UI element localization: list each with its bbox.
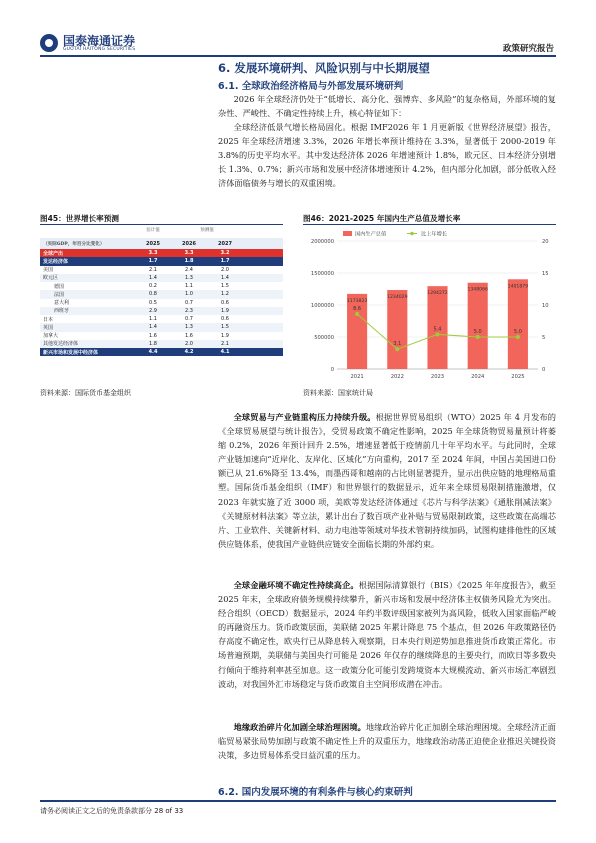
y-tick-label: 0 — [330, 367, 334, 373]
row-value: 1.0 — [185, 291, 193, 298]
fig45-year: 2025 — [146, 240, 160, 247]
fig45-growth-table — [40, 227, 283, 356]
row-label: 美国 — [43, 267, 54, 274]
x-tick-label: 2024 — [471, 374, 485, 380]
row-label: 其他发达经济体 — [43, 341, 79, 348]
growth-value-label: 5.0 — [513, 329, 522, 335]
y2-tick-label: 0 — [542, 367, 546, 373]
table-row — [40, 307, 283, 315]
fig45-rule — [40, 224, 283, 225]
row-value: 1.1 — [185, 283, 193, 290]
growth-point — [355, 312, 359, 316]
row-value: 1.9 — [221, 332, 229, 339]
subsection-title-6-1: 6.1. 全球政治经济格局与外部发展环境研判 — [218, 81, 404, 92]
fig45-year: 2027 — [218, 240, 232, 247]
fig45-source: 资料来源：国际货币基金组织 — [40, 389, 131, 397]
row-value: 1.5 — [221, 283, 229, 290]
row-value: 1.6 — [149, 332, 157, 339]
row-value: 4.2 — [184, 349, 194, 356]
row-label: 西班牙 — [54, 308, 70, 315]
paragraph-finance-lead: 全球金融环境不确定性持续高企。 — [233, 580, 359, 590]
paragraph-geopolitics — [218, 720, 556, 762]
paragraph-growth: 全球经济低景气增长格局固化。根据 IMF2026 年 1 月更新版《世界经济展望》报告，2025 年全球经济增速 3.3%，2026 年增长率预计维持在 3.3%，显著低于 2000-2019 年 3.8%的历史平均水平。其中发达经济体 2026 年增速预计 1.8%，欧元区、日本经济分别增长 1.3%、0.7%；新兴市场和发展中经济体增速预计 4.2%，但内部分化加剧，部分低收入经济体面临债务与增长的双重困境。 — [218, 122, 556, 189]
y2-tick-label: 5 — [542, 335, 546, 341]
fig45-header-label: （实际GDP，年百分比变化） — [43, 241, 105, 247]
x-tick-label: 2023 — [430, 374, 445, 380]
row-value: 1.4 — [149, 274, 157, 281]
bar-value-label: 1173823 — [346, 298, 368, 304]
row-label: 法国 — [54, 291, 65, 298]
row-value: 1.8 — [149, 340, 157, 347]
paragraph-geopolitics-lead: 地缘政治碎片化加剧全球治理困境。 — [233, 722, 366, 732]
bar — [468, 283, 488, 369]
growth-value-label: 3.1 — [393, 341, 402, 348]
fig45-year: 2026 — [182, 240, 196, 247]
fig46-title: 图46：2021-2025 年国内生产总值及增长率 — [303, 214, 461, 223]
y-tick-label: 1500000 — [310, 271, 334, 277]
paragraph-trade-lead: 全球贸易与产业链重构压力持续升级。 — [233, 412, 376, 422]
table-row — [40, 315, 283, 323]
row-value: 1.8 — [184, 258, 194, 265]
legend-bar-label: 国内生产总值 — [355, 231, 387, 238]
row-value: 3.2 — [220, 250, 230, 257]
row-value: 2.4 — [185, 266, 193, 273]
row-value: 1.9 — [221, 307, 229, 314]
y2-tick-label: 15 — [542, 271, 549, 277]
paragraph-intro: 2026 年全球经济仍处于“低增长、高分化、强博弈、多风险”的复杂格局，外部环境的复杂性、严峻性、不确定性持续上升，核心特征如下： — [218, 94, 556, 119]
logo-text-cn: 国泰海通证券 — [63, 33, 136, 48]
bar-value-label: 1401879 — [507, 284, 529, 290]
growth-point — [516, 335, 520, 339]
paragraph-finance — [218, 578, 556, 691]
footer-text — [40, 806, 183, 816]
row-value: 1.3 — [185, 274, 193, 281]
fig46-gdp-chart — [303, 227, 556, 387]
row-label: 新兴市场和发展中经济体 — [43, 349, 99, 356]
table-row — [40, 323, 283, 331]
table-row — [40, 274, 283, 282]
fig45-estimate-label: 估计值 — [146, 228, 160, 233]
legend-bar-swatch — [343, 231, 352, 236]
table-row — [40, 249, 283, 257]
row-value: 1.1 — [149, 316, 157, 323]
row-value: 1.3 — [185, 324, 193, 331]
row-value: 0.8 — [149, 291, 157, 298]
fig45-title: 图45：世界增长率预测 — [40, 214, 119, 223]
footer-page-number: 28 of 33 — [154, 807, 184, 815]
row-value: 4.1 — [220, 349, 230, 356]
bar — [387, 290, 407, 369]
row-value: 1.6 — [185, 332, 193, 339]
x-tick-label: 2022 — [390, 374, 404, 380]
row-label: 发达经济体 — [43, 258, 69, 265]
row-value: 2.0 — [185, 340, 193, 347]
table-row — [40, 332, 283, 340]
paragraph-trade — [218, 410, 556, 551]
table-row — [40, 282, 283, 290]
row-value: 3.3 — [184, 250, 194, 257]
row-value: 1.4 — [221, 274, 229, 281]
bar-value-label: 1234029 — [387, 295, 408, 301]
growth-value-label: 8.6 — [353, 305, 362, 312]
bar — [508, 279, 528, 369]
row-value: 1.7 — [148, 258, 158, 265]
growth-value-label: 5.0 — [473, 329, 482, 335]
paragraph-geopolitics-body: 地缘政治碎片化正加剧全球治理困境。全球经济正面临贸易紧张局势加剧与政策不确定性上升的双重压力，地缘政治动荡正迫使企业推迟关键投资决策，多边贸易体系受日益沉重的压力。 — [218, 722, 556, 761]
report-type: 政策研究报告 — [502, 44, 554, 54]
row-label: 意大利 — [54, 300, 70, 307]
table-row — [40, 340, 283, 348]
row-value: 0.6 — [221, 299, 229, 306]
table-row — [40, 290, 283, 298]
table-row — [40, 266, 283, 274]
row-value: 1.5 — [221, 324, 229, 331]
row-label: 英国 — [43, 324, 54, 331]
row-label: 加拿大 — [43, 333, 59, 340]
growth-point — [476, 335, 480, 339]
table-row — [40, 299, 283, 307]
legend-line-marker — [410, 232, 414, 236]
x-tick-label: 2021 — [350, 374, 364, 380]
row-label: 欧元区 — [43, 275, 59, 282]
row-value: 2.9 — [149, 307, 157, 314]
company-logo — [40, 34, 135, 52]
logo-text-en: GUOTAI HAITONG SECURITIES — [63, 46, 136, 52]
row-label: 全球产出 — [43, 250, 64, 257]
row-value: 1.4 — [149, 324, 157, 331]
y2-tick-label: 10 — [542, 303, 549, 309]
fig45-rows — [40, 249, 283, 356]
fig46-source: 资料来源：国家统计局 — [303, 389, 373, 397]
section-title: 6. 发展环境研判、风险识别与中长期展望 — [218, 61, 430, 75]
legend-line-label: 比上年增长 — [421, 231, 447, 238]
x-tick-label: 2025 — [511, 374, 525, 380]
row-value: 0.7 — [185, 316, 193, 323]
y-tick-label: 500000 — [314, 335, 334, 341]
fig46-rule — [303, 224, 556, 225]
growth-value-label: 5.4 — [433, 326, 442, 333]
footer-divider — [40, 800, 556, 802]
y-tick-label: 2000000 — [310, 239, 334, 245]
row-value: 2.3 — [185, 307, 193, 314]
growth-point — [395, 347, 399, 351]
row-value: 3.3 — [148, 250, 158, 257]
header-divider — [40, 55, 556, 57]
y2-tick-label: 20 — [542, 239, 549, 245]
footer-disclaimer: 请务必阅读正文之后的免责条款部分 — [40, 807, 152, 815]
row-label: 德国 — [54, 283, 65, 290]
bar-value-label: 1294272 — [427, 291, 448, 297]
row-value: 0.5 — [149, 299, 157, 306]
table-row — [40, 348, 283, 356]
row-value: 4.4 — [148, 349, 158, 356]
bar-value-label: 1348066 — [467, 287, 488, 293]
paragraph-finance-body: 根据国际清算银行（BIS）《2025 年年度报告》，截至 2025 年末，全球政府债务规模持续攀升，新兴市场和发展中经济体主权债务风险尤为突出。经合组织（OECD）数据显示，2024 年约半数评级国家被列为高风险，低收入国家面临严峻的再融资压力。货币政策层面，美联储 2025 年累计降息 75 个基点，但 2026 年政策路径仍存高度不确定性，欧央行已从降息转入观察期，日本央行则逆势加息推进货币政策正常化。市场普遍预期，美联储与美国央行可能是 2026 年仅存的继续降息的主要央行，而欧日等多数央行倾向于维持利率甚至加息。这一政策分化可能引发跨境资本大规模流动、新兴市场汇率剧烈波动，对我国外汇市场稳定与货币政策自主空间形成潜在冲击。 — [218, 580, 556, 689]
y-tick-label: 1000000 — [310, 303, 334, 309]
row-value: 0.6 — [221, 316, 229, 323]
row-value: 2.1 — [149, 266, 157, 273]
fig45-header-years — [40, 238, 283, 249]
row-value: 1.2 — [221, 291, 229, 298]
logo-mark-icon — [40, 34, 58, 52]
row-value: 2.0 — [221, 266, 229, 273]
row-label: 日本 — [43, 316, 54, 323]
row-value: 0.7 — [185, 299, 193, 306]
subsection-title-6-2: 6.2. 国内发展环境的有利条件与核心约束研判 — [218, 787, 413, 798]
fig45-header-groups — [40, 227, 283, 238]
table-row — [40, 257, 283, 265]
paragraph-trade-body: 根据世界贸易组织（WTO）2025 年 4 月发布的《全球贸易展望与统计报告》，受贸易政策不确定性影响，2025 年全球货物贸易量预计将萎缩 0.2%，2026 年预计回升 2.5%，增速显著低于疫情前几十年平均水平。与此同时，全球产业链加速向“近岸化、友岸化、区域化”方向重构，2017 至 2024 年间，中国占美国进口份额已从 21.6%降至 13.4%，而墨西哥和越南的占比则显著提升，显示出供应链的地理格局重塑。国际货币基金组织（IMF）和世界银行的数据显示，近年来全球贸易限制措施激增，仅 2023 年就实施了近 3000 项，美欧等发达经济体通过《芯片与科学法案》《通胀削减法案》《关键原材料法案》等立法，累计出台了数百项产业补贴与贸易限制政策，这些政策在高端芯片、工业软件、关键新材料、动力电池等领域对华技术管制持续加码，试图构建排他性的区域供应链体系，使我国产业链供应链安全面临长期的外部约束。 — [218, 412, 556, 549]
growth-point — [435, 332, 439, 336]
row-value: 2.1 — [221, 340, 229, 347]
fig45-forecast-label: 预测值 — [200, 228, 214, 233]
row-value: 0.2 — [149, 283, 157, 290]
row-value: 1.7 — [220, 258, 230, 265]
